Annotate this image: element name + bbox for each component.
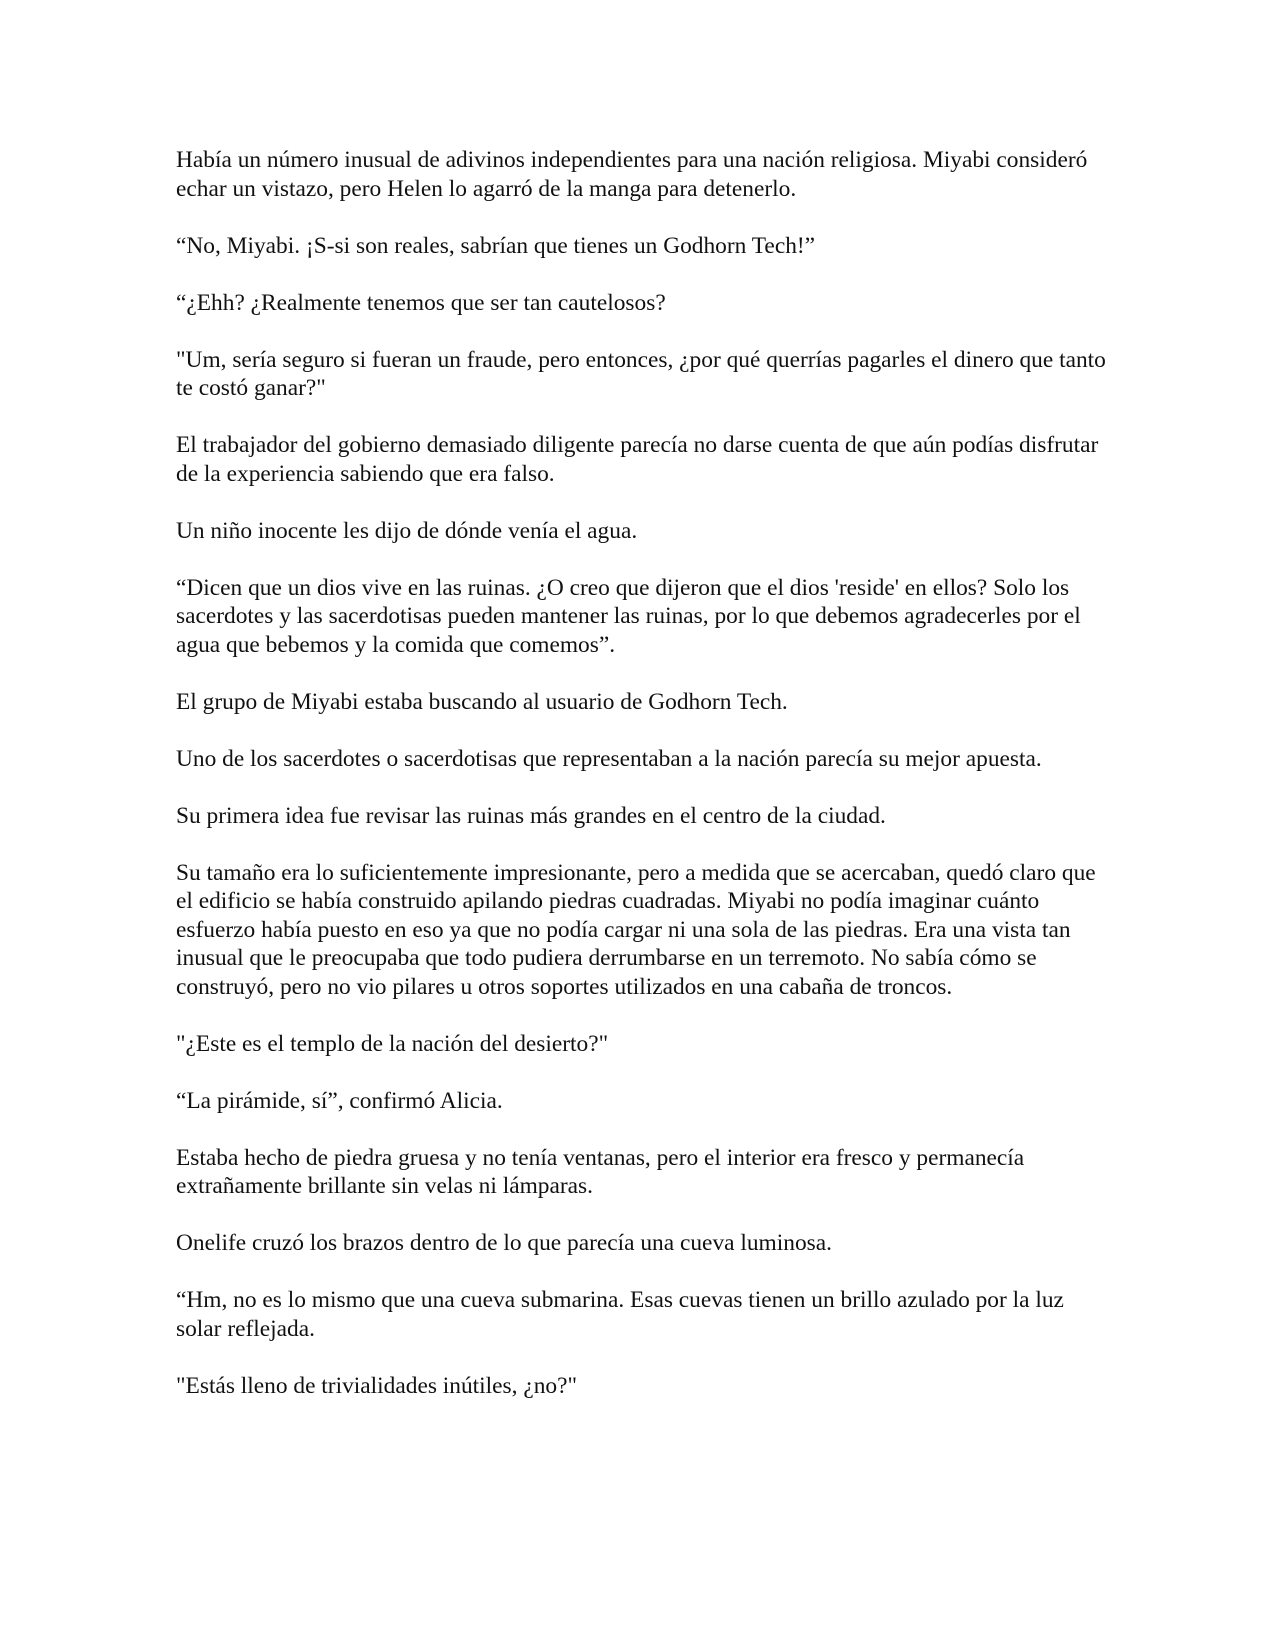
paragraph: Un niño inocente les dijo de dónde venía el agua. [176,517,638,544]
paragraph: “Hm, no es lo mismo que una cueva submarina. Esas cuevas tienen un brillo azulado por la luz solar reflejada. [176,1287,1064,1342]
paragraph: El grupo de Miyabi estaba buscando al usuario de Godhorn Tech. [176,688,788,715]
paragraph: "Estás lleno de trivialidades inútiles, ¿no?" [176,1372,578,1399]
paragraph: “¿Ehh? ¿Realmente tenemos que ser tan cautelosos? [176,289,666,316]
paragraph: Onelife cruzó los brazos dentro de lo que parecía una cueva luminosa. [176,1230,832,1256]
paragraph: Había un número inusual de adivinos independientes para una nación religiosa. Miyabi consideró echar un vistazo, pero Helen lo agarró de la manga para detenerlo. [176,147,1088,202]
paragraph: Su tamaño era lo suficientemente impresionante, pero a medida que se acercaban, quedó claro que el edificio se había construido apilando piedras cuadradas. Miyabi no podía imaginar cuánto esfuerzo había puesto en eso ya que no podía cargar ni una sola de las piedras. Era una vista tan inusual que le preocupaba que todo pudiera derrumbarse en un terremoto. No sabía cómo se construyó, pero no vio pilares u otros soportes utilizados en una cabaña de troncos. [176,859,1096,1000]
paragraph: Estaba hecho de piedra gruesa y no tenía ventanas, pero el interior era fresco y permanecía extrañamente brillante sin velas ni lámparas. [176,1144,1025,1199]
paragraph: “No, Miyabi. ¡S-si son reales, sabrían que tienes un Godhorn Tech!” [176,232,816,259]
paragraph: “Dicen que un dios vive en las ruinas. ¿O creo que dijeron que el dios 'reside' en ellos? Solo los sacerdotes y las sacerdotisas pueden mantener las ruinas, por lo que debemos agradecerles por el agua que bebemos y la comida que comemos”. [176,574,1081,658]
paragraph: Su primera idea fue revisar las ruinas más grandes en el centro de la ciudad. [176,802,886,829]
paragraph: “La pirámide, sí”, confirmó Alicia. [176,1087,503,1114]
paragraph: El trabajador del gobierno demasiado diligente parecía no darse cuenta de que aún podías disfrutar de la experiencia sabiendo que era falso. [176,432,1099,487]
paragraph: "Um, sería seguro si fueran un fraude, pero entonces, ¿por qué querrías pagarles el dinero que tanto te costó ganar?" [176,346,1106,401]
paragraph: Uno de los sacerdotes o sacerdotisas que representaban a la nación parecía su mejor apuesta. [176,745,1042,772]
paragraph: "¿Este es el templo de la nación del desierto?" [176,1030,609,1057]
document-body [176,146,1106,1429]
